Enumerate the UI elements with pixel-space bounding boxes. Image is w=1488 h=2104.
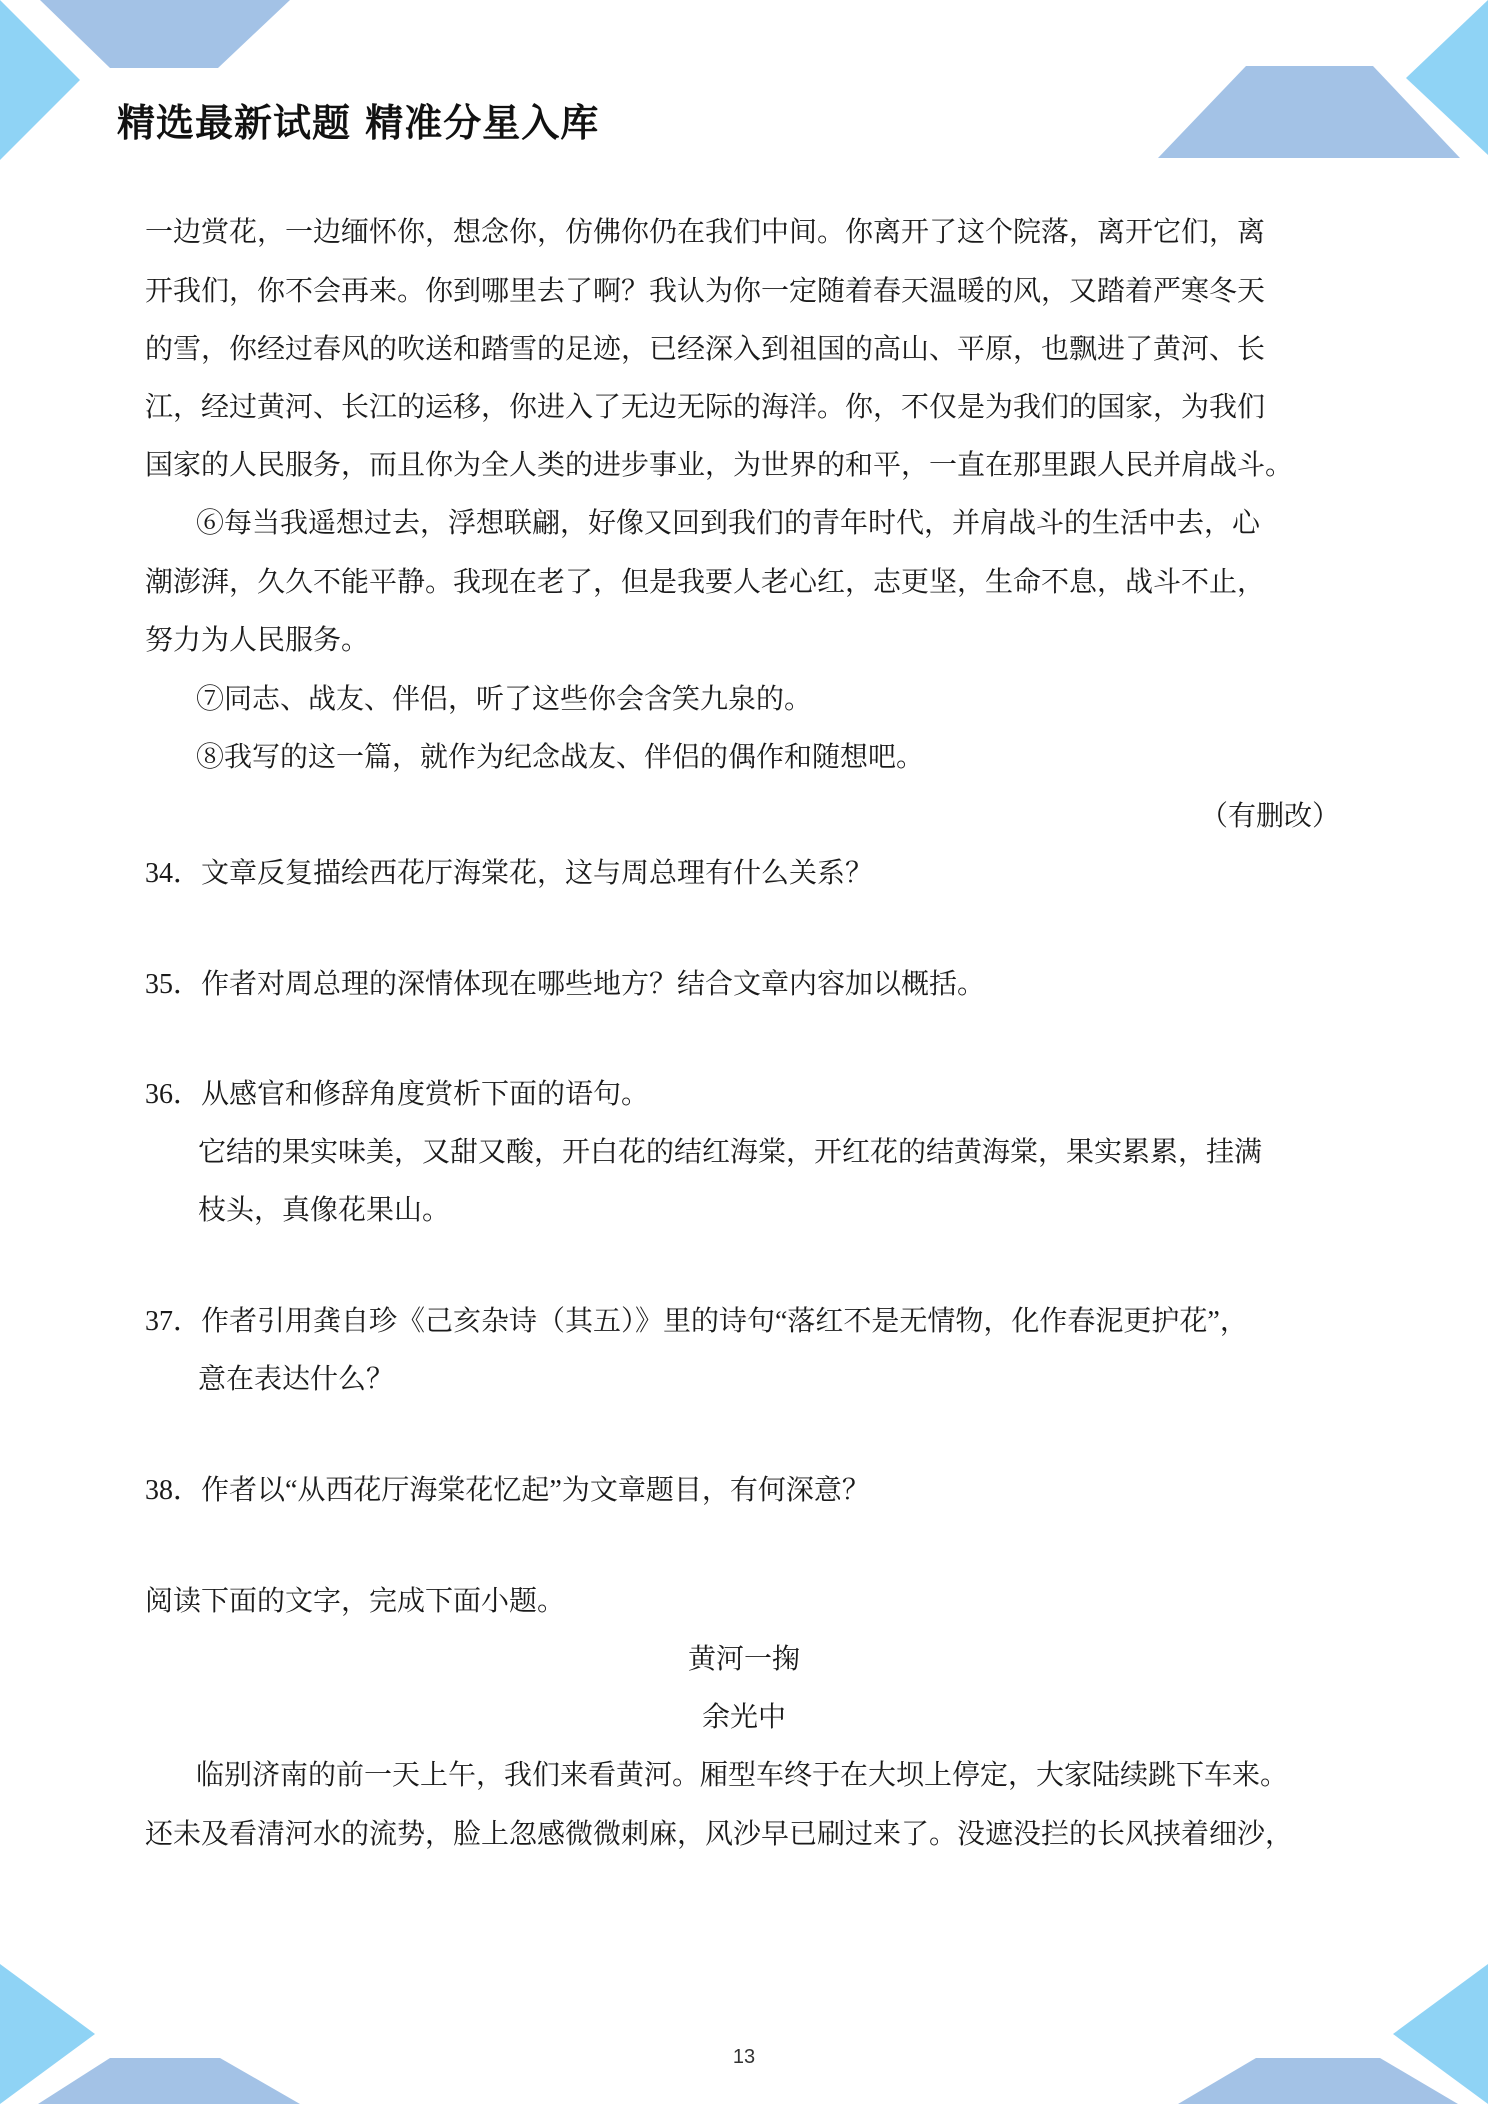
- passage-line: 努力为人民服务。: [145, 623, 370, 656]
- passage-title: 黄河一掬: [687, 1642, 800, 1675]
- question-36-quote: 它结的果实味美，又甜又酸，开白花的结红海棠，开红花的结黄海棠，果实累累，挂满: [198, 1137, 1263, 1168]
- top-right-decoration: [1158, 0, 1488, 170]
- passage-author: 余光中: [701, 1700, 786, 1733]
- passage-line: 潮澎湃，久久不能平静。我现在老了，但是我要人老心红，志更坚，生命不息，战斗不止，: [145, 565, 1266, 598]
- question-36: 36．从感官和修辞角度赏析下面的语句。: [145, 1079, 650, 1110]
- bottom-right-decoration: [1158, 1924, 1488, 2104]
- passage-line: 的雪，你经过春风的吹送和踏雪的足迹，已经深入到祖国的高山、平原，也飘进了黄河、长: [145, 332, 1266, 365]
- page-number: 13: [732, 2046, 756, 2068]
- source-note: （有删改）: [1199, 799, 1340, 832]
- question-37: 37．作者引用龚自珍《己亥杂诗（其五）》里的诗句“落红不是无情物，化作春泥更护花”，: [145, 1306, 1248, 1337]
- passage-line: 临别济南的前一天上午，我们来看黄河。厢型车终于在大坝上停定，大家陆续跳下车来。: [196, 1758, 1289, 1791]
- question-38: 38．作者以“从西花厅海棠花忆起”为文章题目，有何深意？: [145, 1475, 870, 1506]
- header-title: 精选最新试题 精准分星入库: [117, 101, 600, 145]
- section-instruction: 阅读下面的文字，完成下面小题。: [145, 1584, 566, 1617]
- passage-line: 还未及看清河水的流势，脸上忽感微微刺麻，风沙早已刷过来了。没遮没拦的长风挟着细沙，: [145, 1817, 1294, 1850]
- question-34: 34．文章反复描绘西花厅海棠花，这与周总理有什么关系？: [145, 858, 874, 889]
- question-37-continued: 意在表达什么？: [198, 1364, 395, 1395]
- question-35: 35．作者对周总理的深情体现在哪些地方？结合文章内容加以概括。: [145, 969, 986, 1000]
- passage-line: 江，经过黄河、长江的运移，你进入了无边无际的海洋。你，不仅是为我们的国家，为我们: [145, 390, 1266, 423]
- question-36-quote: 枝头，真像花果山。: [198, 1195, 451, 1226]
- paragraph-6: ⑥每当我遥想过去，浮想联翩，好像又回到我们的青年时代，并肩战斗的生活中去，心: [196, 506, 1261, 539]
- passage-line: 开我们，你不会再来。你到哪里去了啊？我认为你一定随着春天温暖的风，又踏着严寒冬天: [145, 274, 1266, 307]
- paragraph-7: ⑦同志、战友、伴侣，听了这些你会含笑九泉的。: [196, 682, 813, 715]
- passage-line: 一边赏花，一边缅怀你，想念你，仿佛你仍在我们中间。你离开了这个院落，离开它们，离: [145, 215, 1266, 248]
- bottom-left-decoration: [0, 1924, 310, 2104]
- paragraph-8: ⑧我写的这一篇，就作为纪念战友、伴侣的偶作和随想吧。: [196, 740, 925, 773]
- passage-line: 国家的人民服务，而且你为全人类的进步事业，为世界的和平，一直在那里跟人民并肩战斗。: [145, 448, 1294, 481]
